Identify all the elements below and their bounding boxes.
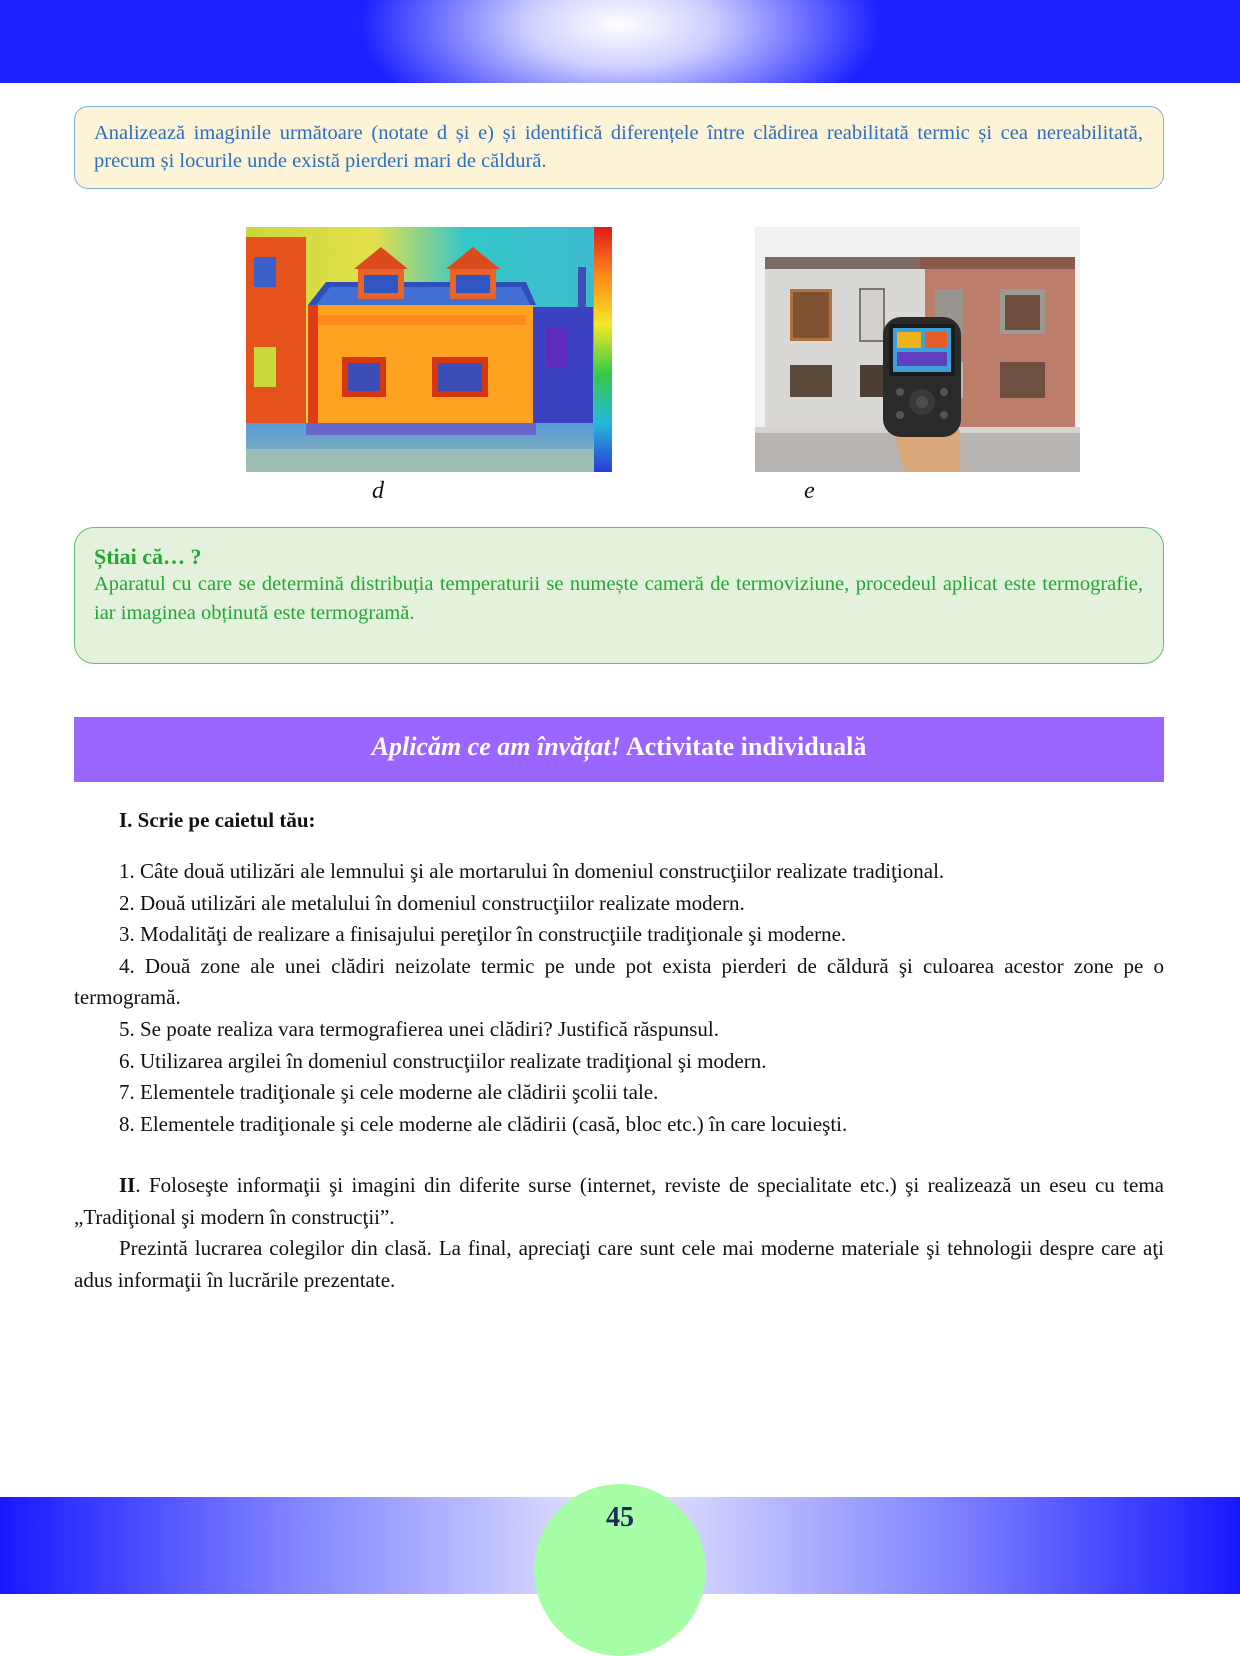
section-two-paragraph-2: Prezintă lucrarea colegilor din clasă. La final, apreciaţi care sunt cele mai moderne materiale şi tehnologii despre care aţi adus informaţii în lucrările prezentate. <box>74 1236 1164 1292</box>
did-you-know-text: Aparatul cu care se determină distribuția temperaturii se numește cameră de termoviziune, procedeul aplicat este termografie, iar imaginea obținută este termogramă. <box>94 573 1143 624</box>
thermal-camera-photo <box>755 227 1080 472</box>
figure-e-caption: e <box>804 478 815 504</box>
list-item: 4. Două zone ale unei clădiri neizolate termic pe unde pot exista pierderi de căldură şi culoarea acestor zone pe o termogramă. <box>74 953 1164 1010</box>
list-item: 2. Două utilizări ale metalului în domeniul construcţiilor realizate modern. <box>119 890 745 915</box>
banner-italic-title: Aplicăm ce am învățat! <box>371 732 621 761</box>
list-item: 7. Elementele tradiţionale şi cele moderne ale clădirii şcolii tale. <box>119 1080 659 1105</box>
task-instruction-box <box>74 106 1164 189</box>
page-number: 45 <box>606 1502 634 1533</box>
list-item: 3. Modalităţi de realizare a finisajului pereţilor în construcţiile tradiţionale şi moderne. <box>119 922 847 947</box>
figure-d-caption: d <box>372 478 384 504</box>
did-you-know-box <box>74 527 1164 664</box>
section-two-paragraph <box>74 1170 1164 1233</box>
top-decorative-band <box>0 0 1240 83</box>
section-two-label: II <box>119 1173 136 1197</box>
section-two <box>74 1170 1164 1296</box>
activity-banner <box>74 717 1164 782</box>
list-item: 8. Elementele tradiţionale şi cele moderne ale clădirii (casă, bloc etc.) în care locuieşti. <box>119 1111 848 1136</box>
list-item: 6. Utilizarea argilei în domeniul construcţiilor realizate tradiţional şi modern. <box>119 1048 767 1073</box>
banner-bold-title: Activitate individuală <box>625 732 867 761</box>
task-instruction-text: Analizează imaginile următoare (notate d și e) și identifică diferențele între clădirea reabilitată termic și cea nereabilitată, precum și locurile unde există pierderi mari de căldură. <box>94 122 1143 172</box>
section-one-heading: I. Scrie pe caietul tău: <box>119 808 316 832</box>
did-you-know-title: Știai că… ? <box>94 544 202 569</box>
section-one-list <box>74 856 1164 1140</box>
list-item: 5. Se poate realiza vara termografierea unei clădiri? Justifică răspunsul. <box>119 1016 719 1041</box>
thermogram-image <box>246 227 612 472</box>
list-item: 1. Câte două utilizări ale lemnului şi ale mortarului în domeniul construcţiilor realizate tradiţional. <box>119 859 945 883</box>
section-two-text: . Foloseşte informaţii şi imagini din diferite surse (internet, reviste de specialitate etc.) şi realizează un eseu cu tema „Tradiţional şi modern în construcţii”. <box>74 1173 1164 1229</box>
